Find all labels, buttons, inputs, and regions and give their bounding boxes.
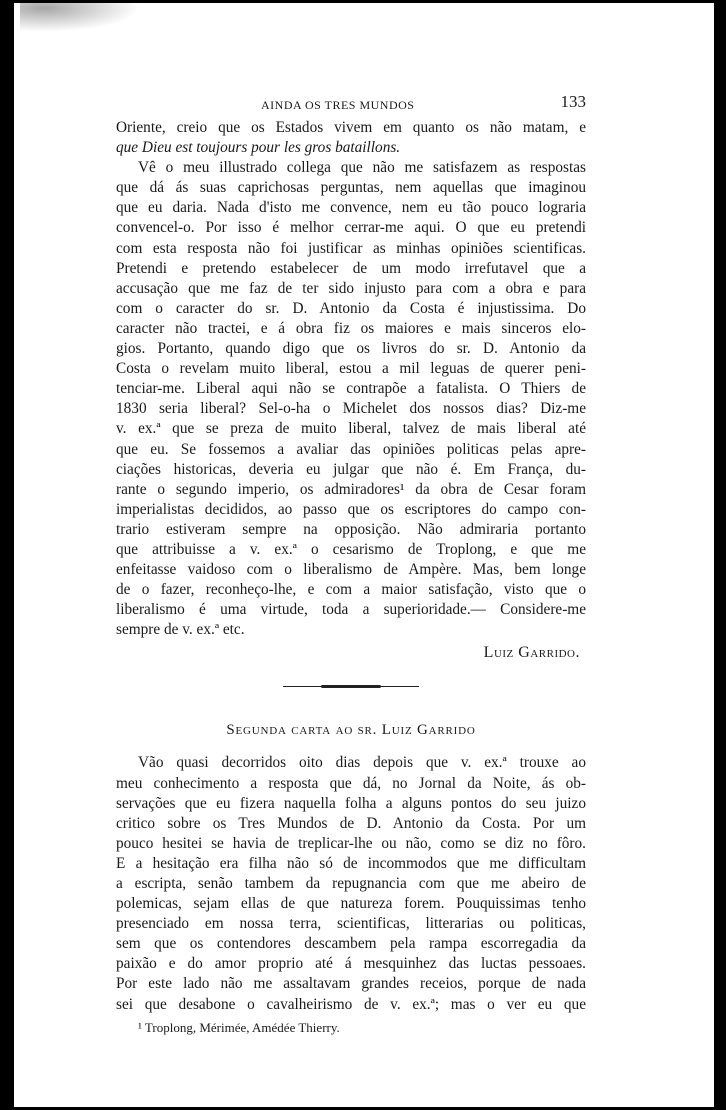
text-line: tenciar-me. Liberal aqui não se contrapõe a fatalista. O Thiers de — [116, 380, 586, 398]
text-line: Vê o meu illustrado collega que não me satisfazem as respostas — [138, 159, 586, 177]
text-line: que eu daria. Nada d'isto me convence, nem eu tão pouco lograria — [116, 199, 586, 217]
text-line: com o caracter do sr. D. Antonio da Costa é injustissima. Do — [116, 299, 586, 317]
signature: Luiz Garrido. — [483, 644, 580, 662]
text-line: Costa o revelam muito liberal, estou a mil leguas de querer peni- — [116, 360, 586, 378]
text-line: ciações historicas, deveria eu julgar que não é. Em França, du- — [116, 460, 586, 478]
text-line: enfeitasse vaidoso com o liberalismo de Ampère. Mas, bem longe — [116, 561, 586, 579]
section-divider — [283, 682, 419, 692]
footnote: ¹ Troplong, Mérimée, Amédée Thierry. — [138, 1019, 340, 1035]
text-line: v. ex.ª que se preza de muito liberal, talvez de mais liberal até — [116, 420, 586, 438]
scan-smudge — [20, 2, 140, 32]
text-line: meu conhecimento a resposta que dá, no Jornal da Noite, ás ob- — [116, 774, 586, 792]
text-line: servações que eu fizera naquella folha a alguns pontos do seu juizo — [116, 794, 586, 812]
text-line: a escripta, senão tambem da repugnancia com que me abeiro de — [116, 875, 586, 892]
letter2-body — [116, 753, 586, 1014]
page-number: 133 — [560, 92, 586, 111]
letter1-opening — [116, 118, 586, 158]
text-line: polemicas, sejam ellas de que natureza forem. Pouquissimas tenho — [116, 895, 586, 913]
text-line: presenciado em nossa terra, scientificas, litterarias ou politicas, — [116, 915, 586, 933]
text-line: convencel-o. Por isso é melhor cerrar-me aqui. O que eu pretendi — [116, 219, 586, 237]
text-line: imperialistas decididos, ao passo que os escriptores do campo con- — [116, 500, 586, 518]
text-line: sempre de v. ex.ª etc. — [116, 621, 245, 639]
text-line: Pretendi e pretendo estabelecer de um modo irrefutavel que a — [116, 259, 586, 277]
text-line: que eu. Se fossemos a avaliar das opiniões politicas pelas apre- — [116, 440, 586, 458]
text-line: Por este lado não me assaltavam grandes receios, porque de nada — [116, 975, 586, 993]
text-line: gios. Portanto, quando digo que os livros do sr. D. Antonio da — [116, 340, 586, 358]
text-line: accusação que me faz de ter sido injusto para com a obra e para — [116, 279, 586, 297]
running-title: AINDA OS TRES MUNDOS — [261, 98, 415, 112]
text-line: que dá ás suas caprichosas perguntas, nem aquellas que imaginou — [116, 179, 586, 197]
text-line: 1830 seria liberal? Sel-o-ha o Michelet dos nossos dias? Diz-me — [116, 400, 586, 418]
text-line: pouco hesitei se havia de treplicar-lhe ou não, como se diz no fôro. — [116, 834, 586, 852]
book-page — [116, 90, 586, 1037]
text-line: caracter não tractei, e á obra fiz os maiores e mais sinceros elo- — [116, 319, 586, 337]
text-line: sei que desabone o cavalheirismo de v. ex.ª; mas o ver eu que — [116, 995, 586, 1013]
text-line: rante o segundo imperio, os admiradores¹ da obra de Cesar foram — [116, 480, 586, 498]
letter1-body — [116, 158, 586, 640]
text-line: de o fazer, reconheço-lhe, e com a maior satisfação, visto que o — [116, 581, 586, 599]
running-head — [116, 90, 586, 116]
text-line: critico sobre os Tres Mundos de D. Antonio da Costa. Por um — [116, 814, 586, 832]
text-line: trario estiveram sempre na opposição. Não admiraria portanto — [116, 520, 586, 538]
text-line: liberalismo é uma virtude, toda a superioridade.— Considere-me — [116, 601, 586, 619]
text-line: com esta resposta não foi justificar as minhas opiniões scientificas. — [116, 239, 586, 257]
section-title: Segunda carta ao sr. Luiz Garrido — [226, 722, 476, 739]
text-line: Oriente, creio que os Estados vivem em quanto os não matam, e — [116, 119, 586, 136]
text-line: Vão quasi decorridos oito dias depois que v. ex.ª trouxe ao — [138, 754, 586, 772]
text-line: que Dieu est toujours pour les gros bataillons. — [116, 139, 401, 157]
text-line: sem que os contendores descambem pela rampa escorregadia da — [116, 935, 586, 953]
text-line: E a hesitação era filha não só de incommodos que me difficultam — [116, 854, 586, 872]
text-line: que attribuisse a v. ex.ª o cesarismo de Troplong, e que me — [116, 540, 586, 558]
text-line: paixão e do amor proprio até á mesquinhez das luctas pessoaes. — [116, 955, 586, 973]
